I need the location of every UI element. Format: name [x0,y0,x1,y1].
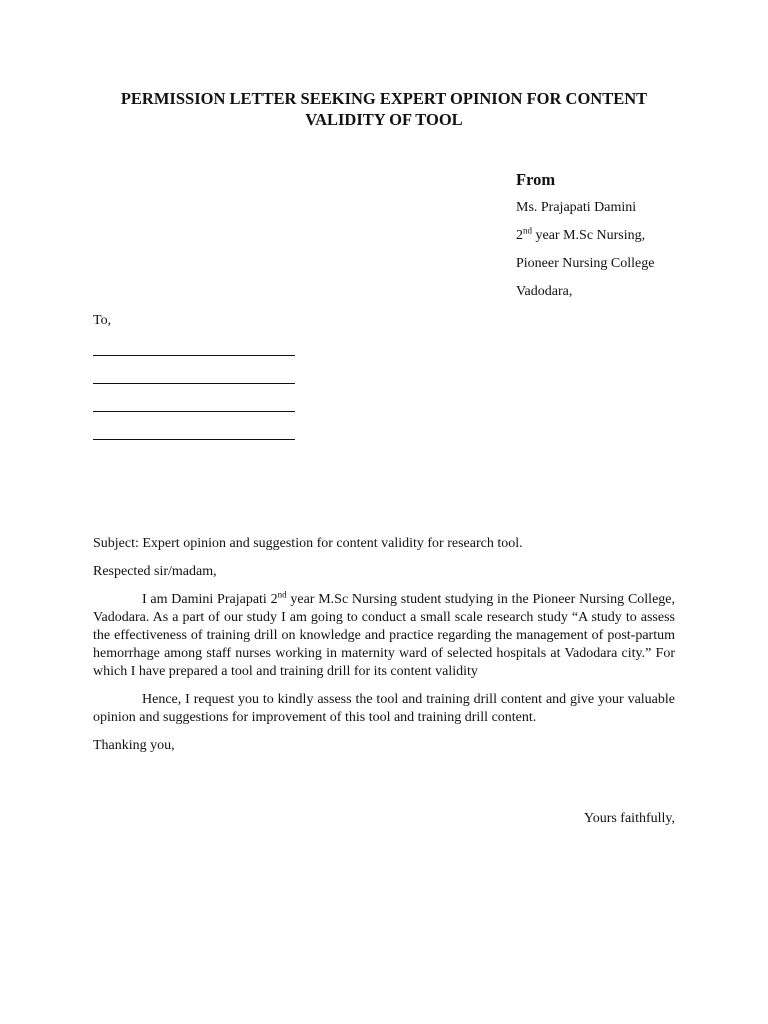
closing-line: Yours faithfully, [583,811,675,826]
sender-block [516,170,756,311]
recipient-blank-line [93,439,295,440]
sender-year [516,227,756,255]
subject-line: Subject: Expert opinion and suggestion for content validity for research tool. [93,536,523,551]
body-paragraph-1-suffix: nd [277,589,287,600]
sender-year-suffix: nd [523,225,532,236]
recipient-blank-line [93,383,295,384]
body-paragraph-1-start: I am Damini Prajapati 2 [142,592,278,607]
recipient-blank-line [93,355,295,356]
to-label: To, [93,313,112,328]
salutation: Respected sir/madam, [93,564,217,579]
sender-year-rest: year M.Sc Nursing, [532,228,646,243]
body-paragraph-1-rest: year M.Sc Nursing student studying in the Pioneer Nursing College, Vadodara. As a part of our study I am going to conduct a small scale research study “A study to assess the effectiveness of training drill on knowledge and practice regarding the management of post-partum hemorrhage among staff nurses working in maternity ward of selected hospitals at Vadodara city.” For which I have prepared a tool and training drill for its content validity [93,592,675,679]
letter-body [93,535,675,755]
from-heading: From [516,170,556,189]
body-paragraph-2: Hence, I request you to kindly assess the tool and training drill content and give your valuable opinion and suggestions for improvement of this tool and training drill content. [93,692,675,725]
sender-college: Pioneer Nursing College [516,256,655,271]
thanking-line: Thanking you, [93,738,175,753]
sender-city: Vadodara, [516,284,573,299]
recipient-blank-line [93,411,295,412]
body-paragraph-1 [93,591,675,681]
letter-title-line-2: VALIDITY OF TOOL [305,110,463,129]
sender-name: Ms. Prajapati Damini [516,200,637,215]
sender-year-number: 2 [516,228,523,243]
letter-title [80,88,688,130]
letter-title-line-1: PERMISSION LETTER SEEKING EXPERT OPINION FOR CONTENT [120,89,648,108]
